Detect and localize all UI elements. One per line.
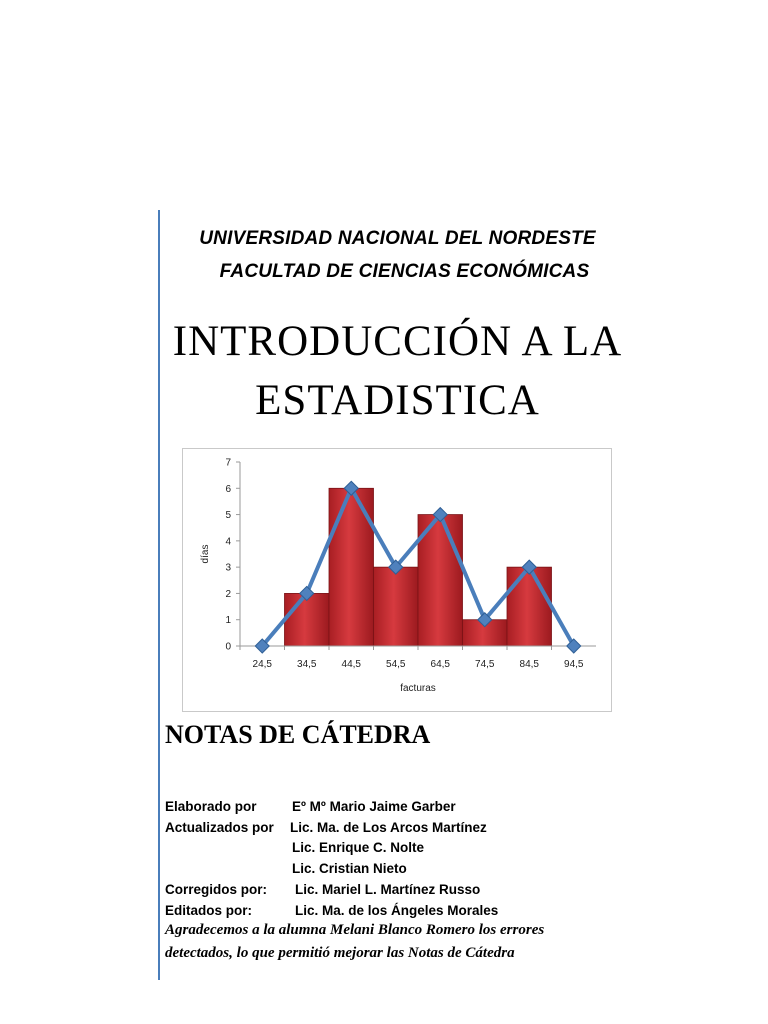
x-tick-label: 94,5	[564, 659, 584, 670]
corregidos-name: Lic. Mariel L. Martínez Russo	[295, 882, 481, 897]
y-tick-label: 1	[225, 615, 231, 627]
faculty-name: FACULTAD DE CIENCIAS ECONÓMICAS	[219, 261, 590, 282]
x-tick-label: 24,5	[252, 659, 272, 670]
y-tick-label: 3	[225, 562, 231, 574]
actualizados-name-2: Lic. Enrique C. Nolte	[292, 840, 425, 855]
x-tick-label: 34,5	[297, 659, 317, 670]
y-tick-label: 0	[225, 641, 231, 653]
title-line-1: INTRODUCCIÓN A LA	[172, 318, 623, 365]
x-axis-label: facturas	[400, 683, 436, 694]
actualizados-label: Actualizados por	[165, 820, 274, 835]
editados-name: Lic. Ma. de los Ángeles Morales	[295, 903, 499, 918]
university-name: UNIVERSIDAD NACIONAL DEL NORDESTE	[199, 228, 596, 249]
bar-84,5	[507, 567, 552, 646]
x-tick-label: 84,5	[519, 659, 539, 670]
y-tick-label: 4	[225, 536, 231, 548]
actualizados-name-1: Lic. Ma. de Los Arcos Martínez	[290, 820, 487, 835]
thanks-line-2: detectados, lo que permitió mejorar las Notas de Cátedra	[165, 945, 515, 961]
bar-34,5	[285, 593, 330, 646]
elaborado-name: Eº Mº Mario Jaime Garber	[292, 799, 456, 814]
corregidos-label: Corregidos por:	[165, 882, 268, 897]
thanks-line-1: Agradecemos a la alumna Melani Blanco Romero los errores	[165, 922, 545, 938]
title-line-2: ESTADISTICA	[255, 377, 540, 424]
y-tick-label: 2	[225, 588, 231, 600]
histogram-chart	[183, 449, 611, 711]
chart-frame	[182, 448, 612, 712]
x-tick-label: 74,5	[475, 659, 495, 670]
y-tick-label: 5	[225, 510, 231, 522]
x-tick-label: 54,5	[386, 659, 406, 670]
y-tick-label: 7	[225, 457, 231, 469]
editados-label: Editados por:	[165, 903, 252, 918]
y-tick-label: 6	[225, 483, 231, 495]
x-tick-label: 64,5	[430, 659, 450, 670]
actualizados-name-3: Lic. Cristian Nieto	[292, 861, 407, 876]
notes-heading: NOTAS DE CÁTEDRA	[165, 720, 431, 749]
bar-54,5	[374, 567, 419, 646]
elaborado-label: Elaborado por	[165, 799, 257, 814]
x-tick-label: 44,5	[341, 659, 361, 670]
y-axis-label: días	[200, 544, 211, 564]
